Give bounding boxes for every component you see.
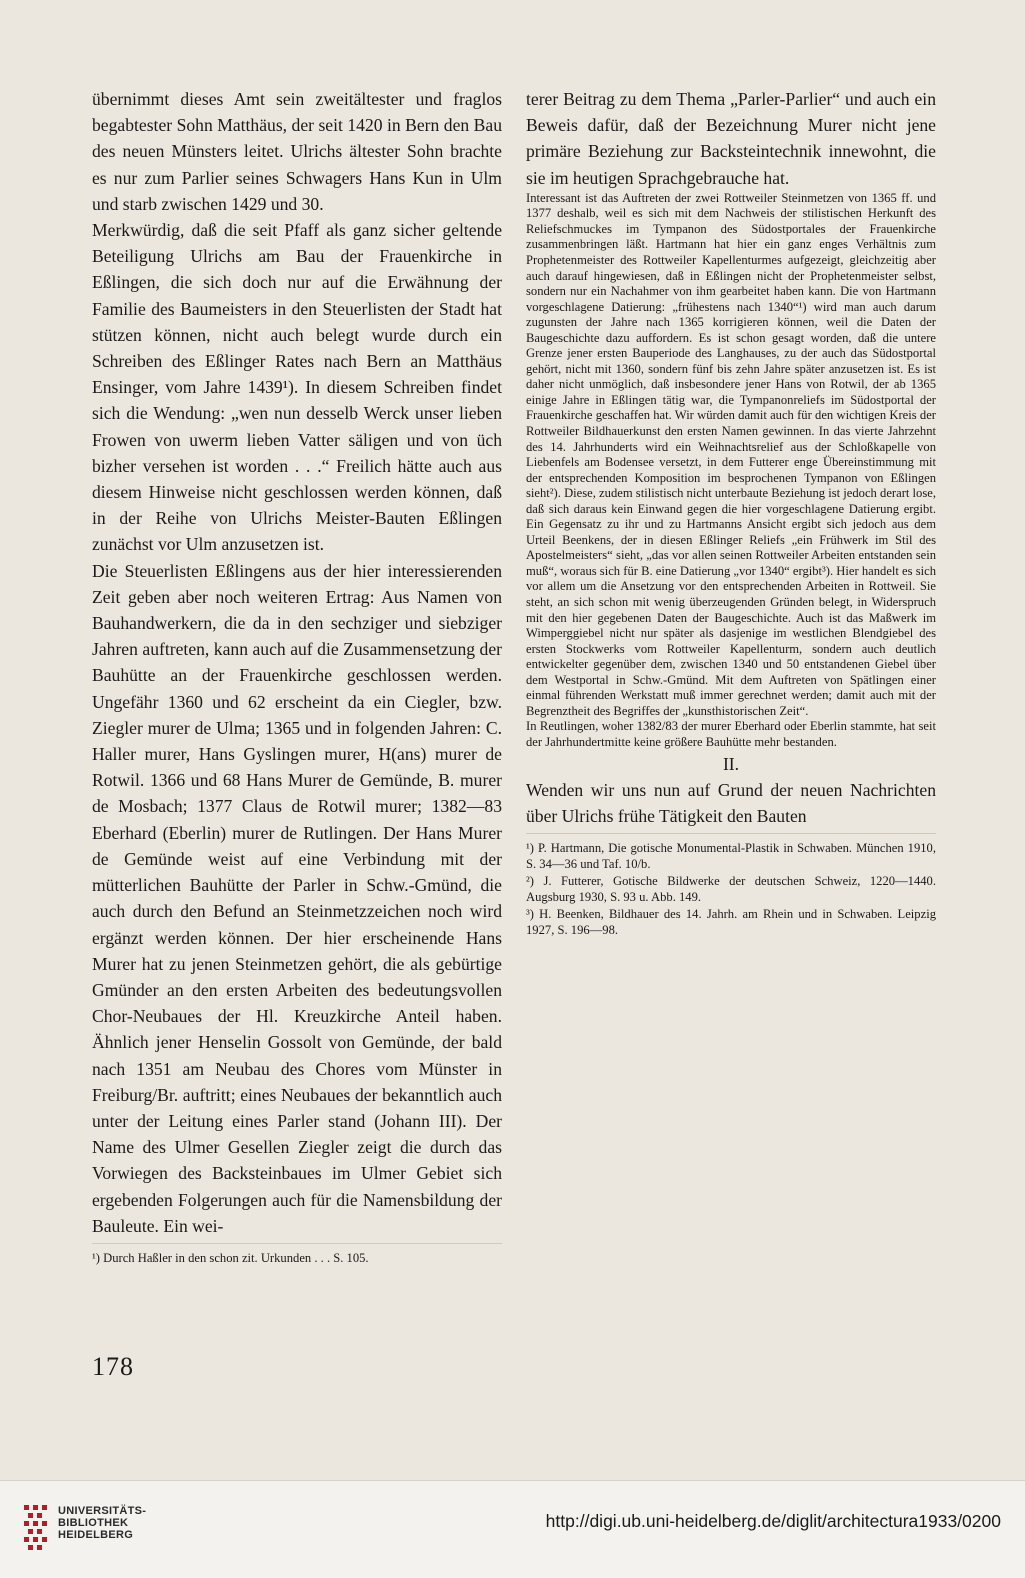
- body-paragraph: Merkwürdig, daß die seit Pfaff als ganz sicher geltende Beteiligung Ulrichs am Bau der Frauenkirche in Eßlingen, die sich doch nur auf die Erwähnung der Familie des Baumeisters in den Steuerlisten der Stadt hat stützen können, nicht auch belegt wurde durch ein Schreiben des Eßlinger Rates nach Bern an Matthäus Ensinger, vom Jahre 1439¹). In diesem Schreiben findet sich die Wendung: „wen nun desselb Werck unser lieben Frowen von uwerm lieben Vatter säligen und von üch bizher versehen ist worden . . .“ Freilich hätte auch aus diesem Hinweise nicht geschlossen werden können, daß in der Reihe von Ulrichs Meister-Bauten Eßlingen zunächst vor Ulm anzusetzen ist.: [92, 220, 502, 555]
- library-logo-icon: [22, 1503, 50, 1553]
- footnote: ¹) P. Hartmann, Die gotische Monumental-Plastik in Schwaben. München 1910, S. 34—36 und Taf. 10/b.: [526, 840, 936, 872]
- permalink-url[interactable]: http://digi.ub.uni-heidelberg.de/diglit/architectura1933/0200: [545, 1511, 1001, 1531]
- small-print-paragraph: In Reutlingen, woher 1382/83 der murer Eberhard oder Eberlin stammte, hat seit der Jahrhundertmitte keine größere Bauhütte mehr bestanden.: [526, 719, 936, 749]
- section-heading: II.: [722, 753, 740, 774]
- page-number: 178: [92, 1352, 134, 1381]
- footnote: ³) H. Beenken, Bildhauer des 14. Jahrh. am Rhein und in Schwaben. Leipzig 1927, S. 196—98.: [526, 906, 936, 937]
- footnote-divider: [92, 1243, 502, 1244]
- left-column: [92, 86, 502, 1266]
- body-paragraph: terer Beitrag zu dem Thema „Parler-Parlier“ und auch ein Beweis dafür, daß der Bezeichnung Murer nicht jene primäre Beziehung zur Backsteintechnik innewohnt, die sie im heutigen Sprachgebrauche hat.: [526, 89, 936, 188]
- footnote: ²) J. Futterer, Gotische Bildwerke der deutschen Schweiz, 1220—1440. Augsburg 1930, S. 93 u. Abb. 149.: [526, 873, 936, 905]
- footnote: ¹) Durch Haßler in den schon zit. Urkunden . . . S. 105.: [92, 1250, 369, 1265]
- footnote-divider: [526, 833, 936, 834]
- body-paragraph: übernimmt dieses Amt sein zweitältester und fraglos begabtester Sohn Matthäus, der seit 1420 in Bern den Bau des neuen Münsters leitet. Ulrichs ältester Sohn brachte es nur zum Parlier seines Schwagers Hans Kun in Ulm und starb zwischen 1429 und 30.: [92, 89, 502, 214]
- viewer-footer: [0, 1480, 1025, 1578]
- library-name-line: UNIVERSITÄTS-: [58, 1505, 147, 1517]
- library-name-line: BIBLIOTHEK: [58, 1517, 129, 1529]
- small-print-paragraph: Interessant ist das Auftreten der zwei Rottweiler Steinmetzen von 1365 ff. und 1377 deshalb, weil es sich mit dem Nachweis der stilistischen Herkunft des Reliefschmuckes im Tympanon des Südostportales der Frauenkirche zusammenbringen läßt. Hartmann hat hier ein ganz enges Verhältnis zum Prophetenmeister des Rottweiler Kapellenturmes aufgezeigt, gleichzeitig aber auch darauf hingewiesen, daß in Eßlingen nicht der Prophetenmeister selbst, sondern nur ein Nachahmer von ihm gearbeitet haben kann. Die von Hartmann vorgeschlagene Datierung: „frühestens nach 1340“¹) wird man auch darum zugunsten der Jahre nach 1365 korrigieren können, weil die Daten der Baugeschichte dazu auffordern. Es ist schon gesagt worden, daß die untere Grenze jener ersten Bauperiode des Langhauses, zu der auch das Südostportal gehört, nicht mit 1360, sondern fünf bis zehn Jahre später anzusetzen ist. Es ist daher nicht unmöglich, daß insbesondere jener Hans von Rotwil, der ab 1365 einige Jahre in Eßlingen tätig war, die Tympanonreliefs im Südostportal der Frauenkirche geschaffen hat. Wir würden damit auch für den wichtigen Kreis der Rottweiler Bildhauerkunst den ersten Namen gewinnen. In das vierte Jahrzehnt des 14. Jahrhunderts wird ein Weihnachtsrelief aus der Schloßkapelle von Liebenfels am Bodensee versetzt, in dem Futterer enge Übereinstimmung mit der entsprechenden Komposition im besprochenen Tympanon von Eßlingen sieht²). Diese, zudem stilistisch nicht unterbaute Beziehung ist jedoch derart lose, daß sich daraus kein Einwand gegen die hier vorgeschlagene Datierung ergibt. Ein Gegensatz zu ihr und zu Hartmanns Ansicht ergibt sich jedoch aus dem Urteil Beenkens, der in diesen Eßlinger Reliefs „ein Frühwerk im Stil des Apostelmeisters“ sieht, „das vor allen seinen Rottweiler Arbeiten entstanden sein muß“, woraus sich für B. eine Datierung „vor 1340“ ergibt³). Hier handelt es sich vor allem um die Ansetzung vor den entsprechenden Arbeiten in Rottweil. Sie steht, an sich schon mit wenig überzeugenden Gründen belegt, in Widerspruch mit den hier gegebenen Daten der Baugeschichte. Auch ist das Maßwerk im Wimperggiebel nicht nur später als dasjenige im westlichen Blendgiebel des ersten Stockwerks vom Rottweiler Kapellenturm, sondern auch deutlich entwickelter gegenüber dem, zwischen 1340 und 50 entstandenen Giebel über dem Westportal in Schw.-Gmünd. Mit dem Auftreten von Spätlingen einer einmal führenden Werkstatt muß immer gerechnet werden; damit auch mit der Begrenztheit des Begriffes der „kunsthistorischen Zeit“.: [526, 190, 936, 718]
- library-name: [58, 1505, 146, 1541]
- body-paragraph: Die Steuerlisten Eßlingens aus der hier interessierenden Zeit geben aber noch weiteren Ertrag: Aus Namen von Bauhandwerkern, die da in den sechziger und siebziger Jahren auftreten, kann auch auf die Zusammensetzung der Bauhütte an der Frauenkirche geschlossen werden. Ungefähr 1360 und 62 erscheint da ein Ciegler, bzw. Ziegler murer de Ulma; 1365 und in folgenden Jahren: C. Haller murer, Hans Gyslingen murer, H(ans) murer de Rotwil. 1366 und 68 Hans Murer de Gemünde, B. murer de Mosbach; 1377 Claus de Rotwil murer; 1382—83 Eberhard (Eberlin) murer de Rutlingen. Der Hans Murer de Gemünde weist auf eine Verbindung mit der mütterlichen Bauhütte der Parler in Schw.-Gmünd, die auch durch den Befund an Steinmetzzeichen noch wird ergänzt werden können. Der hier erscheinende Hans Murer hat zu jenen Steinmetzen gehört, die als gebürtige Gmünder an den ersten Arbeiten des bedeutungsvollen Chor-Neubaues der Hl. Kreuzkirche Anteil haben. Ähnlich jener Henselin Gossolt von Gemünde, der bald nach 1351 am Neubau des Chores vom Münster in Freiburg/Br. auftritt; eines Neubaues der bekanntlich auch unter der Leitung eines Parler stand (Johann III). Der Name des Ulmer Gesellen Ziegler zeigt die durch das Vorwiegen des Backsteinbaues im Ulmer Gebiet sich ergebenden Folgerungen auch für die Namensbildung der Bauleute. Ein wei-: [92, 560, 502, 1236]
- body-paragraph: Wenden wir uns nun auf Grund der neuen Nachrichten über Ulrichs frühe Tätigkeit den Bauten: [526, 779, 936, 826]
- library-name-line: HEIDELBERG: [58, 1529, 134, 1541]
- right-column: [526, 86, 936, 938]
